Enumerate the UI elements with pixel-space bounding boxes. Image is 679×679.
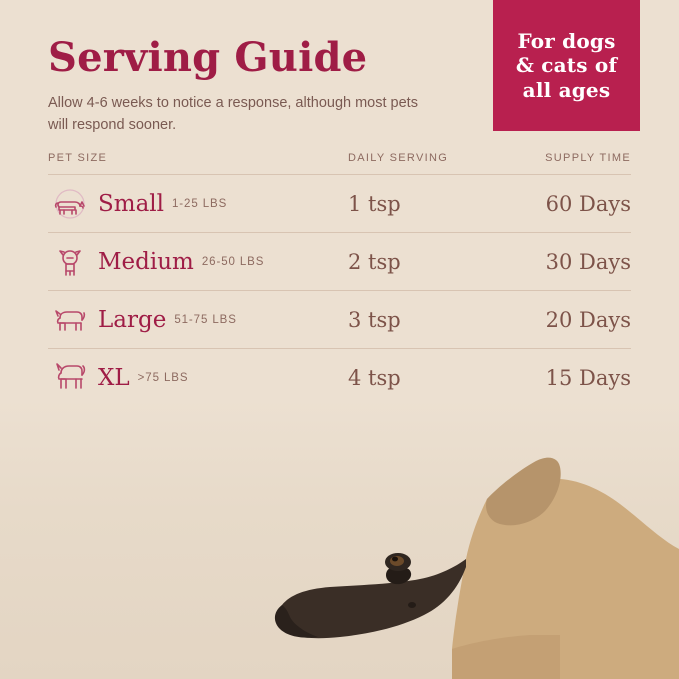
pet-size-weight: 26-50 LBS (201, 255, 265, 268)
table-row (48, 290, 631, 348)
badge-line-1: For dogs (517, 28, 616, 53)
column-header-supply-time: SUPPLY TIME (545, 152, 631, 164)
column-header-daily-serving: DAILY SERVING (348, 152, 449, 164)
column-header-pet-size: PET SIZE (48, 152, 108, 164)
pet-size-name: XL (98, 364, 130, 391)
header (48, 36, 468, 137)
supply-time-value: 30 Days (545, 249, 631, 274)
dog-illustration (275, 458, 679, 679)
pet-size-weight: 1-25 LBS (172, 197, 228, 210)
table-row (48, 232, 631, 290)
pet-size-name: Medium (98, 248, 194, 275)
bulldog-dog-icon (48, 245, 92, 279)
photo-illustration (0, 399, 679, 679)
table-row (48, 174, 631, 232)
table-header-row (48, 152, 631, 174)
labrador-dog-icon (48, 303, 92, 337)
dachshund-dog-icon (48, 187, 92, 221)
pet-size-weight: >75 LBS (137, 371, 189, 384)
daily-serving-value: 4 tsp (348, 365, 401, 390)
badge-line-2: & cats of (515, 53, 618, 78)
page-title: Serving Guide (48, 34, 368, 81)
supply-time-value: 15 Days (545, 365, 631, 390)
pet-size-cell (48, 245, 348, 279)
daily-serving-value: 2 tsp (348, 249, 401, 274)
supply-time-value: 60 Days (545, 191, 631, 216)
pet-size-cell (48, 303, 348, 337)
pet-size-name: Small (98, 190, 164, 217)
pet-size-weight: 51-75 LBS (174, 313, 237, 326)
pet-size-name: Large (98, 306, 167, 333)
badge-line-3: all ages (522, 77, 611, 102)
pet-size-cell (48, 187, 348, 221)
daily-serving-value: 3 tsp (348, 307, 401, 332)
great-dane-dog-icon (48, 361, 92, 395)
page-subtitle: Allow 4-6 weeks to notice a response, although most pets will respond sooner. (48, 95, 418, 134)
supply-time-value: 20 Days (545, 307, 631, 332)
for-dogs-and-cats-badge (493, 0, 640, 131)
serving-table (48, 152, 631, 407)
product-photo (0, 399, 679, 679)
pet-size-cell (48, 361, 348, 395)
daily-serving-value: 1 tsp (348, 191, 401, 216)
